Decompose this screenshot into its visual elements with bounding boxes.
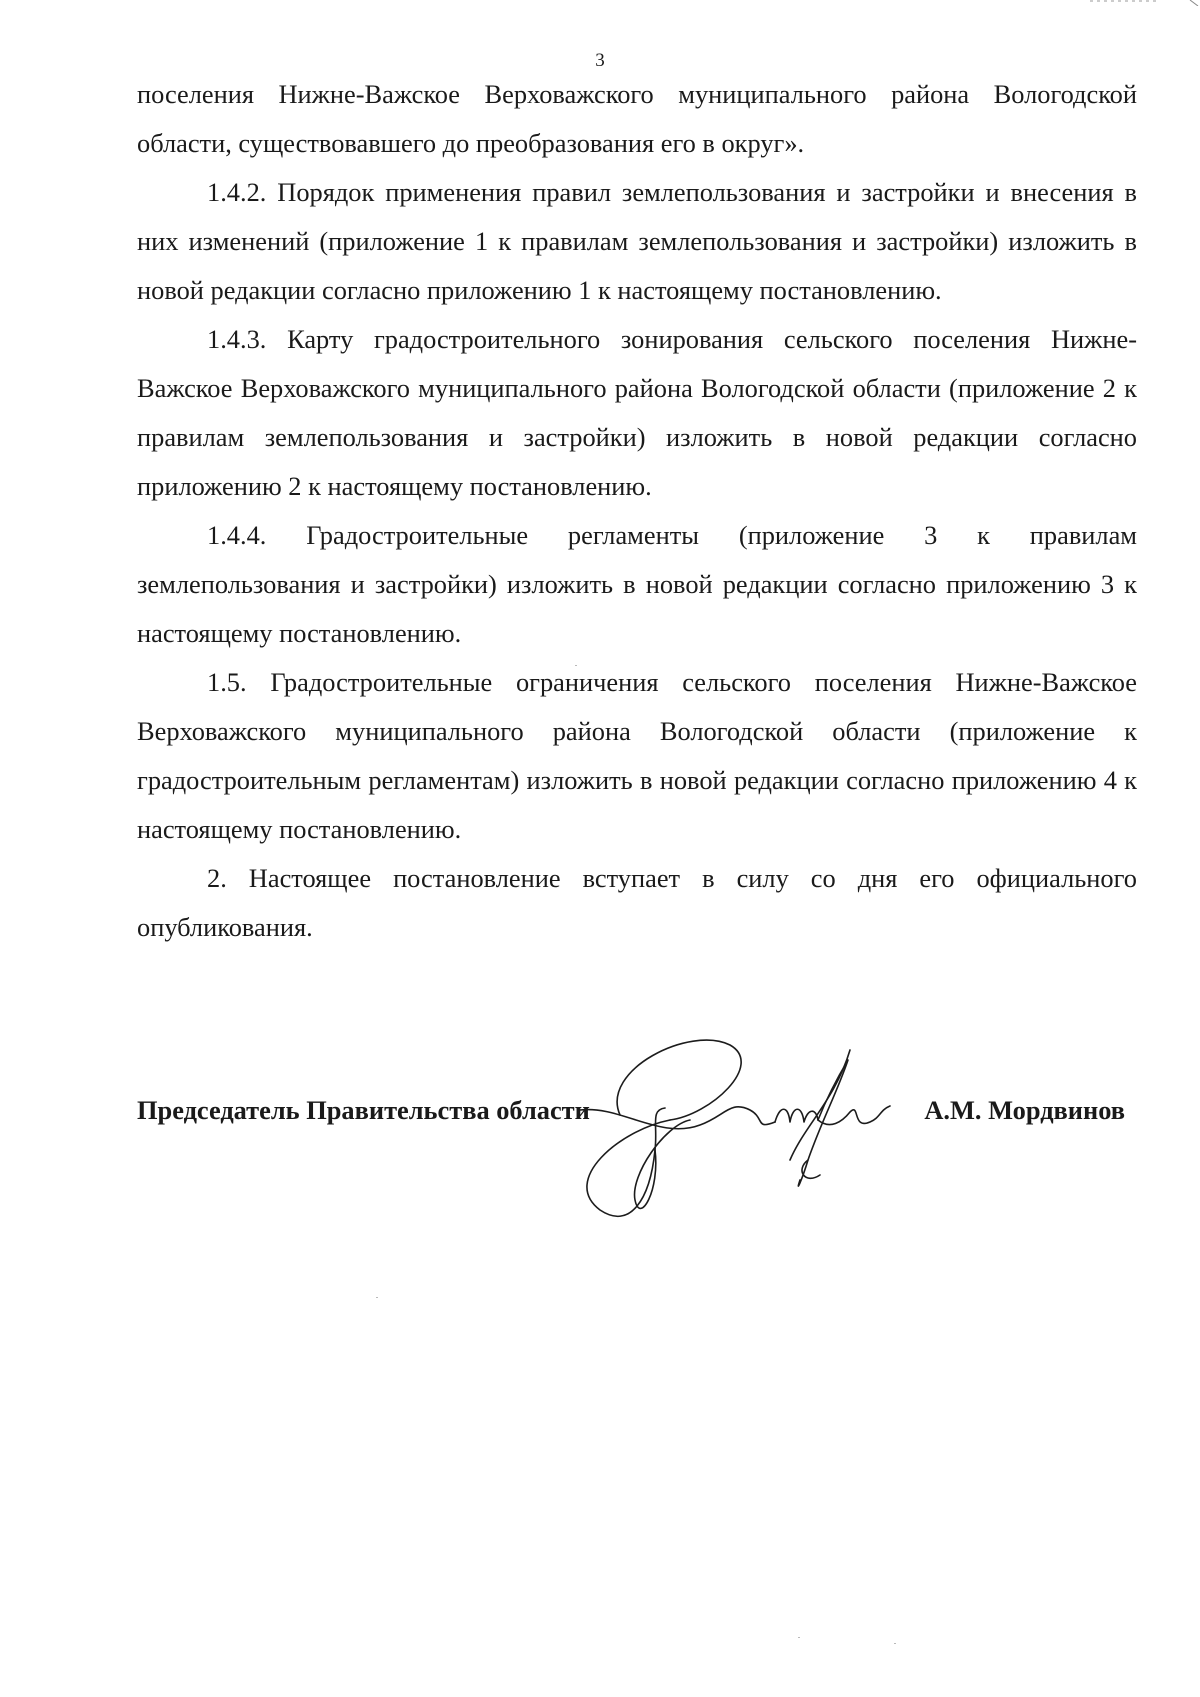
scan-speck	[376, 1297, 378, 1298]
page-number: 3	[595, 50, 605, 71]
paragraph-1-5: 1.5. Градостроительные ограничения сельского поселения Нижне-Важское Верховажского муниципального района Вологодской области (приложение к градостроительным регламентам) изложить в новой редакции согласно приложению 4 к настоящему постановлению.	[137, 667, 1137, 844]
paragraph-continuation: поселения Нижне-Важское Верховажского муниципального района Вологодской области, существовавшего до преобразования его в округ».	[137, 79, 1137, 158]
scan-speck	[575, 665, 577, 666]
paragraph-1-4-4: 1.4.4. Градостроительные регламенты (приложение 3 к правилам землепользования и застройки) изложить в новой редакции согласно приложению 3 к настоящему постановлению.	[137, 520, 1137, 648]
signatory-title: Председатель Правительства области	[137, 1095, 590, 1125]
scan-edge-mark	[1090, 0, 1200, 6]
paragraph-2: 2. Настоящее постановление вступает в силу со дня его официального опубликования.	[137, 863, 1137, 942]
paragraph-1-4-2: 1.4.2. Порядок применения правил землепользования и застройки и внесения в них изменений (приложение 1 к правилам землепользования и застройки) изложить в новой редакции согласно приложению 1 к настоящему постановлению.	[137, 177, 1137, 305]
scan-speck	[894, 1643, 896, 1644]
scan-speck	[798, 1637, 800, 1638]
paragraph-1-4-3: 1.4.3. Карту градостроительного зонирования сельского поселения Нижне-Важское Верховажского муниципального района Вологодской области (приложение 2 к правилам землепользования и застройки) изложить в новой редакции согласно приложению 2 к настоящему постановлению.	[137, 324, 1137, 501]
document-body	[137, 70, 1137, 952]
signatory-name: А.М. Мордвинов	[924, 1095, 1125, 1125]
handwritten-signature	[580, 1030, 940, 1230]
